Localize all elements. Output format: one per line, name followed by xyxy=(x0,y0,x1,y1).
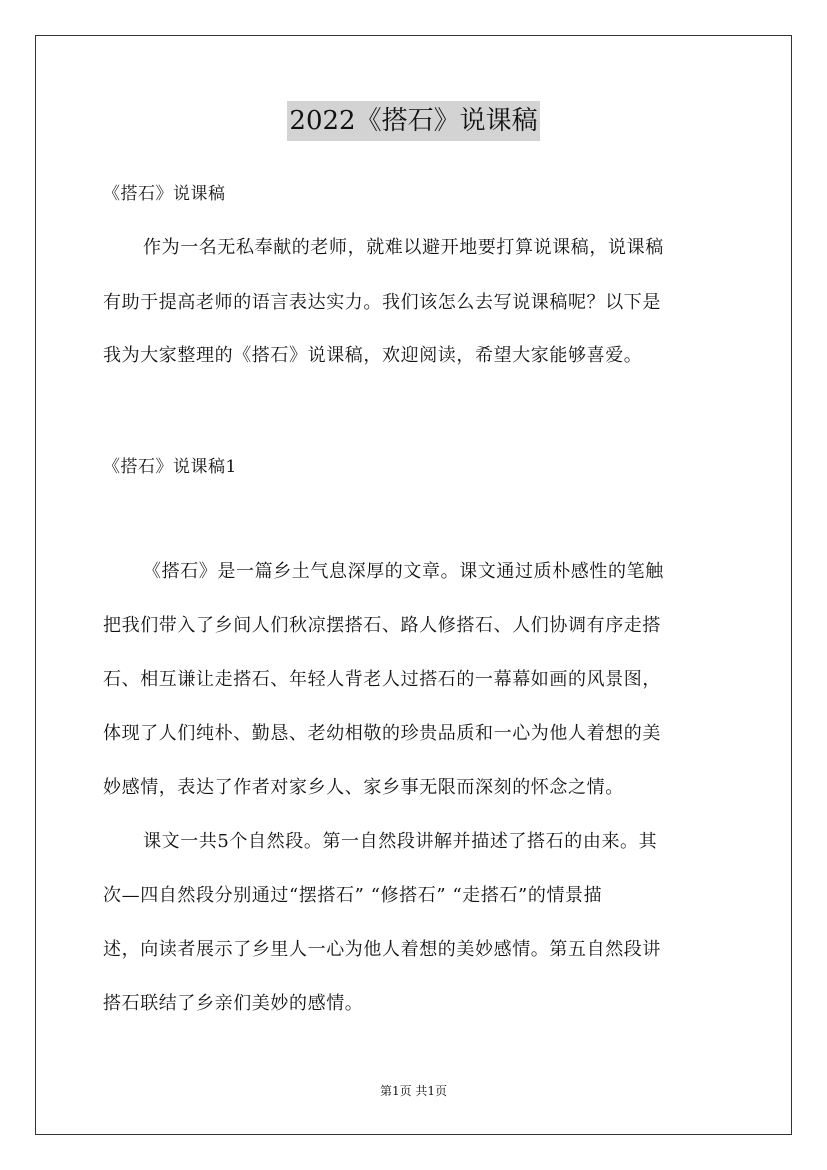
paragraph1-line: 体现了人们纯朴、勤恳、老幼相敬的珍贵品质和一心为他人着想的美 xyxy=(103,723,661,744)
paragraph2-line: 次—四自然段分别通过“摆搭石” “修搭石” “走搭石”的情景描 xyxy=(103,885,603,906)
paragraph1-line: 把我们带入了乡间人们秋凉摆搭石、路人修搭石、人们协调有序走搭 xyxy=(103,615,661,636)
paragraph2-line: 课文一共5个自然段。第一自然段讲解并描述了搭石的由来。其 xyxy=(143,831,658,852)
title-container xyxy=(0,101,827,141)
intro-line: 我为大家整理的《搭石》说课稿，欢迎阅读，希望大家能够喜爱。 xyxy=(103,345,643,366)
paragraph1-line: 妙感情，表达了作者对家乡人、家乡事无限而深刻的怀念之情。 xyxy=(103,777,624,798)
paragraph2-line: 搭石联结了乡亲们美妙的感情。 xyxy=(103,993,364,1014)
paragraph1-line: 石、相互谦让走搭石、年轻人背老人过搭石的一幕幕如画的风景图， xyxy=(103,669,661,690)
page-footer: 第1页 共1页 xyxy=(379,1084,448,1098)
paragraph1-line: 《搭石》是一篇乡土气息深厚的文章。课文通过质朴感性的笔触 xyxy=(143,561,664,582)
document-subtitle: 《搭石》说课稿 xyxy=(103,184,226,204)
document-title: 2022《搭石》说课稿 xyxy=(287,101,539,141)
paragraph2-line: 述，向读者展示了乡里人一心为他人着想的美妙感情。第五自然段讲 xyxy=(103,939,661,960)
intro-line: 有助于提高老师的语言表达实力。我们该怎么去写说课稿呢？以下是 xyxy=(103,292,661,313)
intro-line: 作为一名无私奉献的老师，就难以避开地要打算说课稿，说课稿 xyxy=(143,237,664,258)
section-heading: 《搭石》说课稿1 xyxy=(103,457,237,477)
